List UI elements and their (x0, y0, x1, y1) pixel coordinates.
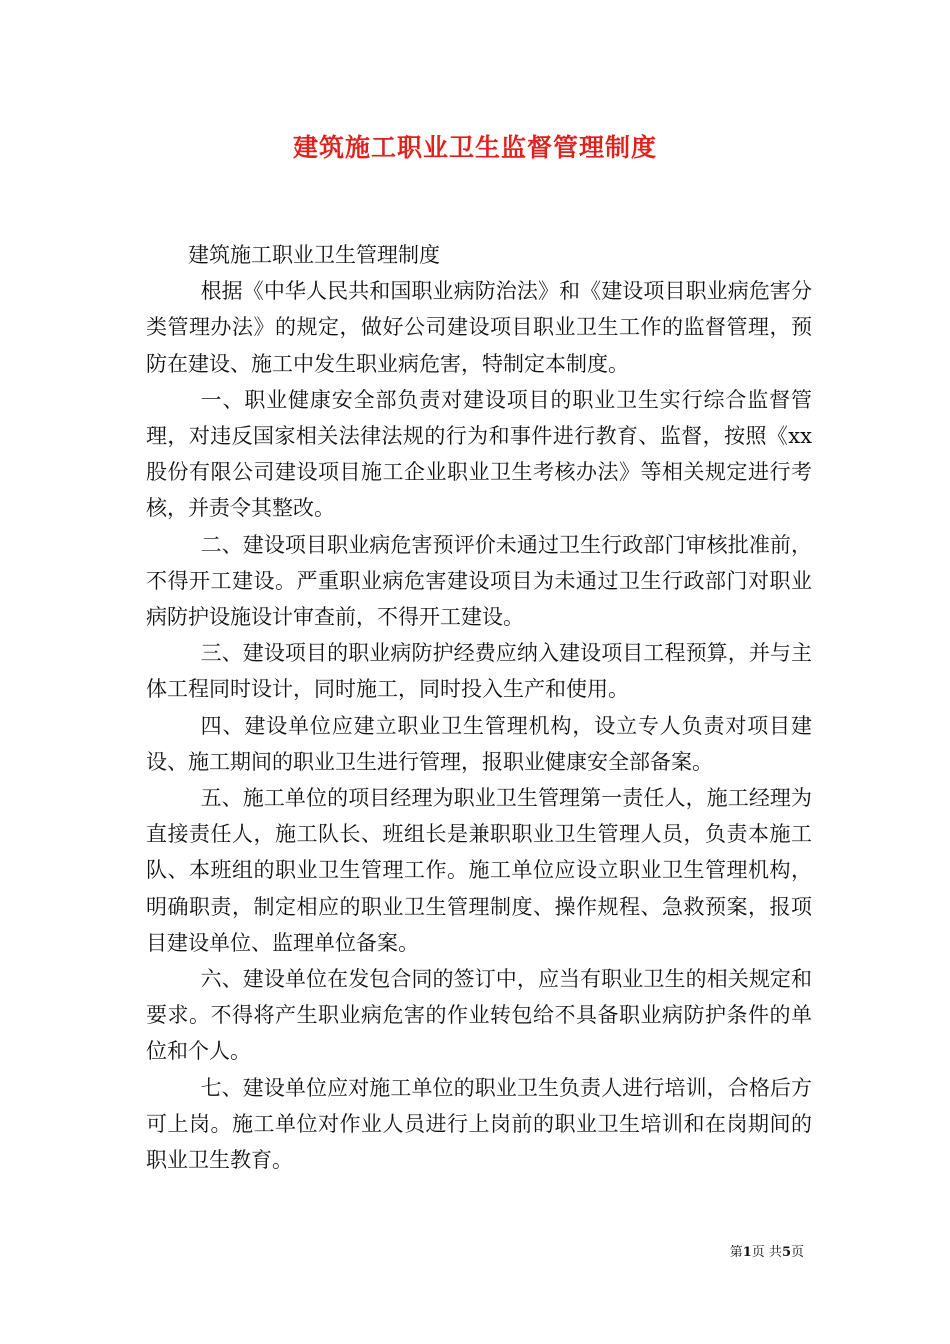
footer-middle: 页 共 (751, 1245, 782, 1260)
paragraph-intro: 根据《中华人民共和国职业病防治法》和《建设项目职业病危害分类管理办法》的规定，做好公司建设项目职业卫生工作的监督管理，预防在建设、施工中发生职业病危害，特制定本制度。 (146, 279, 812, 376)
document-body (146, 237, 812, 1178)
total-pages-number: 5 (781, 1245, 791, 1260)
current-page-number: 1 (742, 1245, 752, 1260)
paragraph-2: 二、建设项目职业病危害预评价未通过卫生行政部门审核批准前，不得开工建设。严重职业病危害建设项目为未通过卫生行政部门对职业病防护设施设计审查前，不得开工建设。 (146, 532, 812, 630)
footer-prefix: 第 (729, 1245, 743, 1260)
page-number-footer (730, 1244, 804, 1262)
paragraph-5: 五、施工单位的项目经理为职业卫生管理第一责任人，施工经理为直接责任人，施工队长、班组长是兼职职业卫生管理人员，负责本施工队、本班组的职业卫生管理工作。施工单位应设立职业卫生管理机构，明确职责，制定相应的职业卫生管理制度、操作规程、急救预案，报项目建设单位、监理单位备案。 (146, 786, 812, 955)
paragraph-1: 一、职业健康安全部负责对建设项目的职业卫生实行综合监督管理，对违反国家相关法律法规的行为和事件进行教育、监督，按照《xx股份有限公司建设项目施工企业职业卫生考核办法》等相关规定进行考核，并责令其整改。 (146, 387, 812, 521)
footer-suffix: 页 (790, 1245, 804, 1260)
document-title: 建筑施工职业卫生监督管理制度 (292, 133, 657, 162)
paragraph-7: 七、建设单位应对施工单位的职业卫生负责人进行培训，合格后方可上岗。施工单位对作业人员进行上岗前的职业卫生培训和在岗期间的职业卫生教育。 (146, 1075, 812, 1173)
paragraph-4: 四、建设单位应建立职业卫生管理机构，设立专人负责对项目建设、施工期间的职业卫生进行管理，报职业健康安全部备案。 (146, 713, 812, 774)
paragraph-6: 六、建设单位在发包合同的签订中，应当有职业卫生的相关规定和要求。不得将产生职业病危害的作业转包给不具备职业病防护条件的单位和个人。 (146, 967, 812, 1064)
paragraph-3: 三、建设项目的职业病防护经费应纳入建设项目工程预算，并与主体工程同时设计，同时施工，同时投入生产和使用。 (146, 641, 812, 702)
document-subtitle: 建筑施工职业卫生管理制度 (188, 243, 440, 267)
